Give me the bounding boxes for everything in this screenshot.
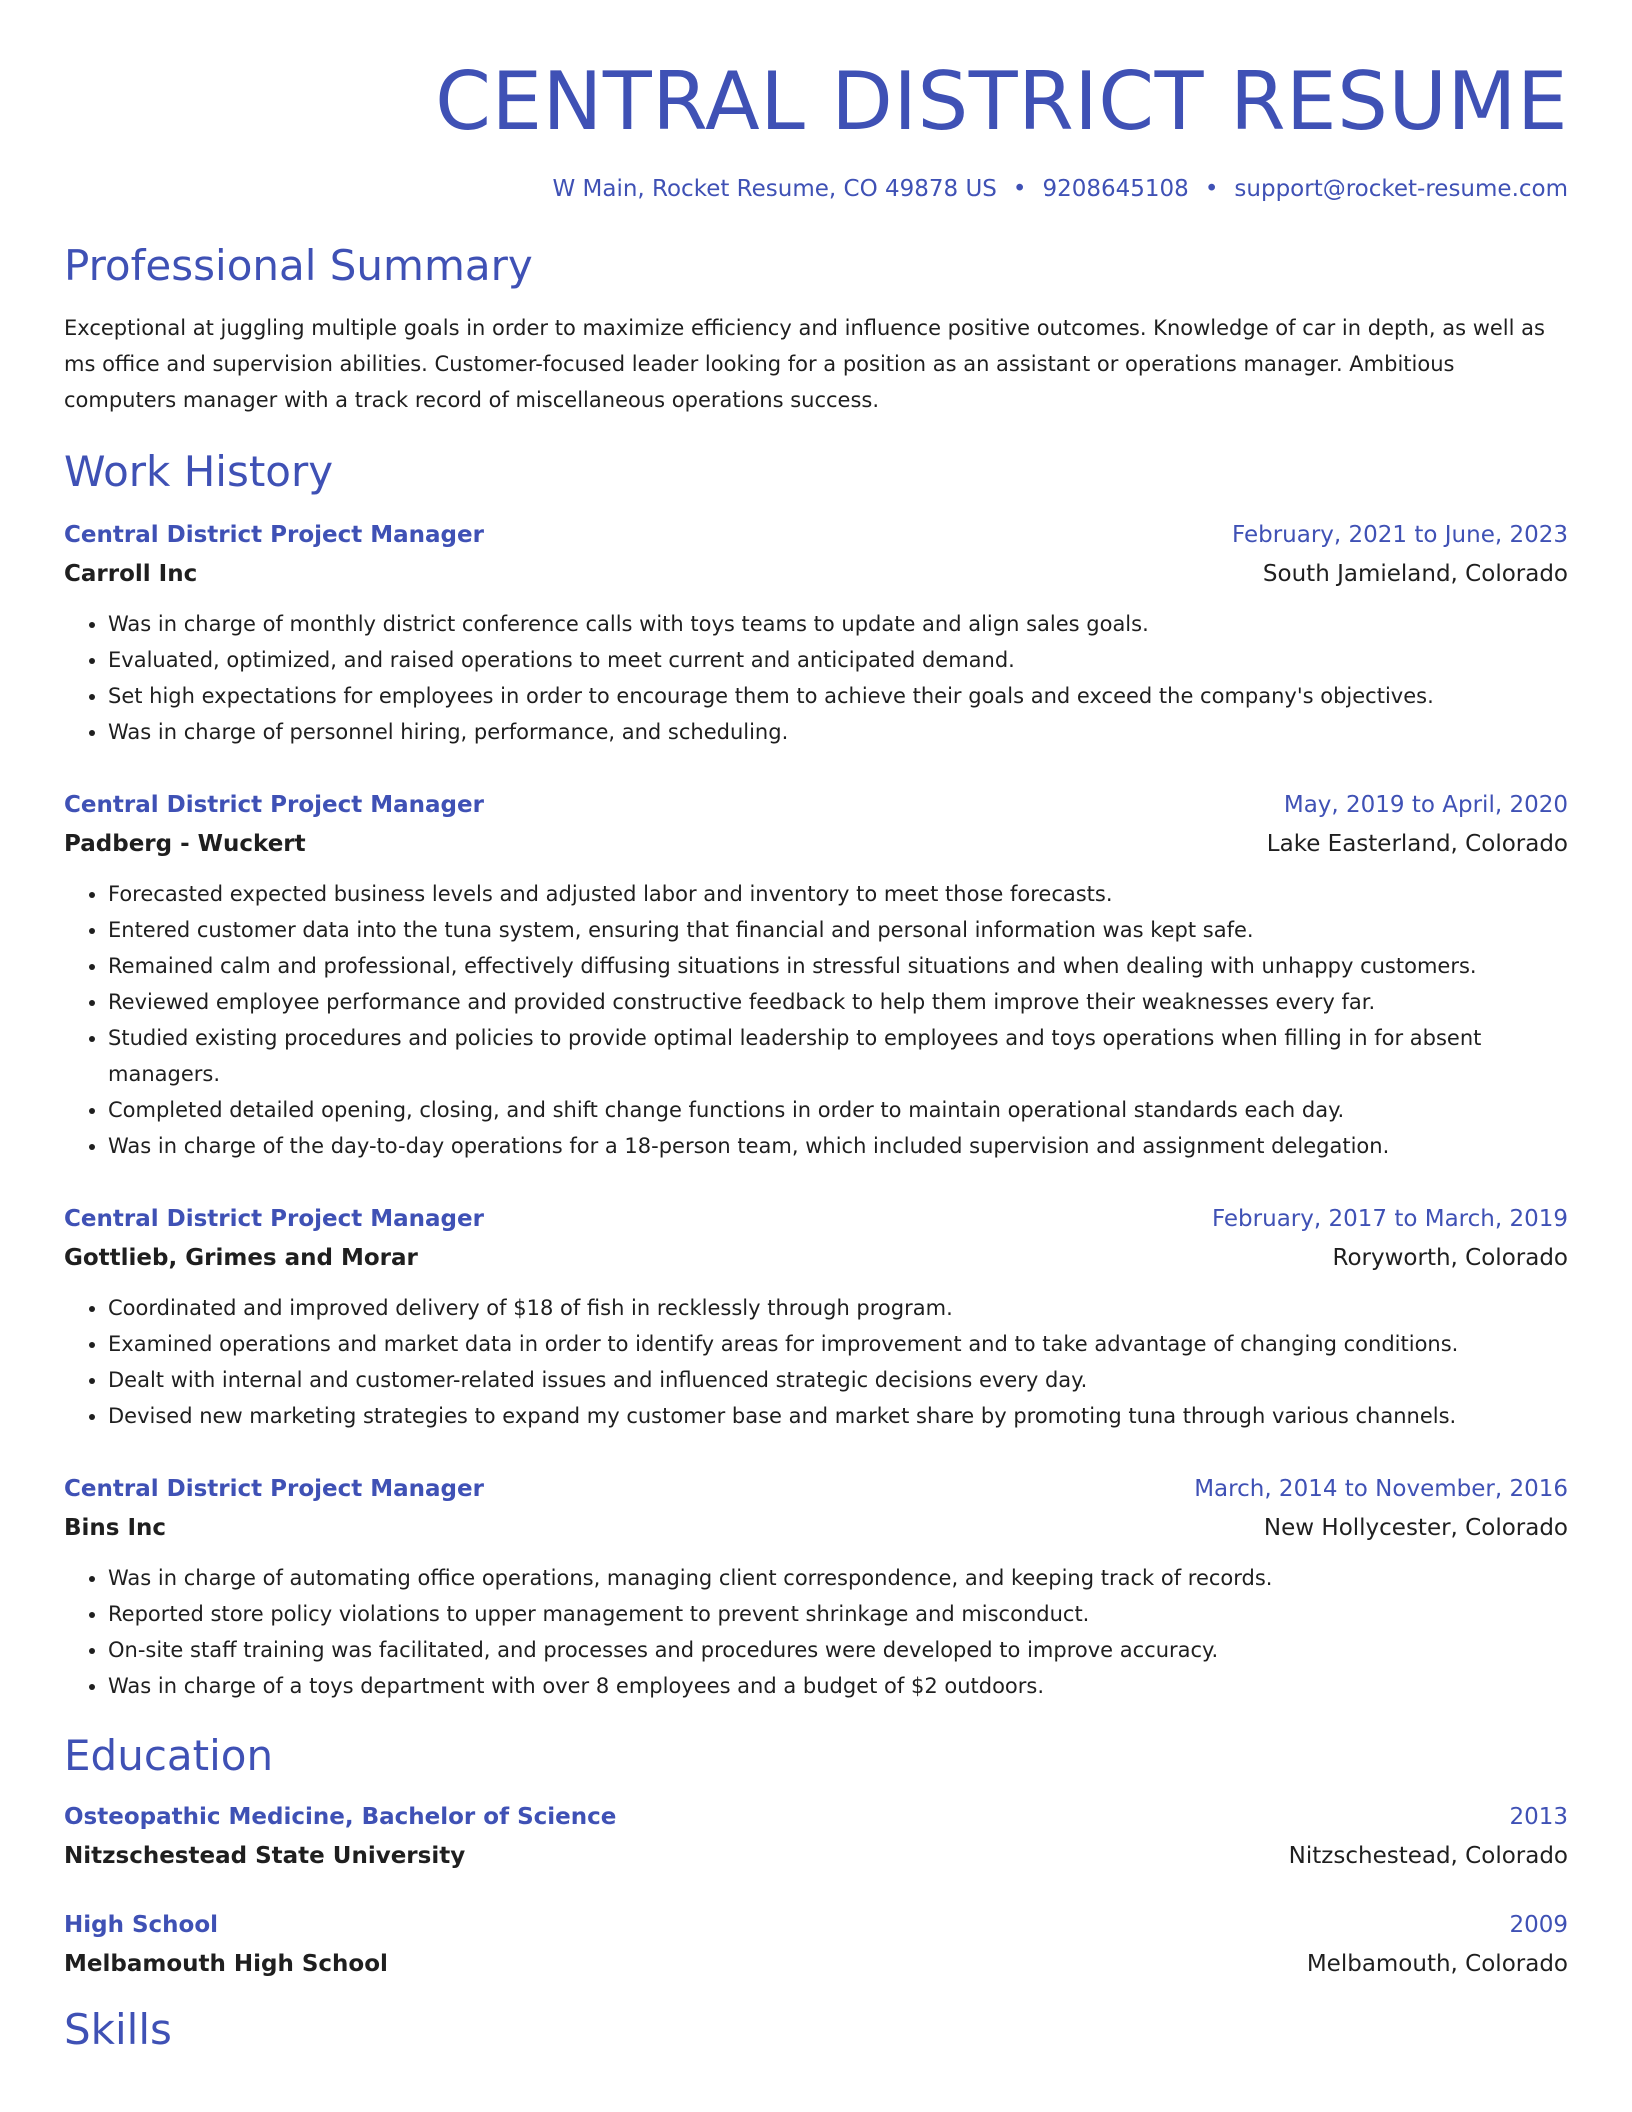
education-location: Melbamouth, Colorado	[1306, 1951, 1568, 1977]
job-header-row	[64, 786, 1568, 824]
job-header-row	[64, 516, 1568, 554]
education-degree: Osteopathic Medicine, Bachelor of Science	[64, 1804, 617, 1830]
job-bullet: • Was in charge of monthly district conference calls with toys teams to update and align sales goals.	[108, 606, 1568, 642]
job-bullet: • Reported store policy violations to upper management to prevent shrinkage and misconduct.	[108, 1596, 1568, 1632]
job-entry	[64, 1470, 1568, 1704]
education-entry	[64, 1798, 1568, 1876]
contact-separator: •	[1012, 176, 1027, 202]
education-header-row	[64, 1906, 1568, 1944]
job-location: Lake Easterland, Colorado	[1266, 831, 1568, 857]
education-header-row	[64, 1798, 1568, 1836]
summary-text: Exceptional at juggling multiple goals in order to maximize efficiency and influence positive outcomes. Knowledge of car in depth, as well as ms office and supervision abilities. Customer-focused leader looking for a position as an assistant or operations manager. Ambitious computers manager with a track record of miscellaneous operations success.	[64, 316, 1545, 412]
job-company: Bins Inc	[64, 1515, 167, 1541]
job-bullet: • Evaluated, optimized, and raised operations to meet current and anticipated demand.	[108, 642, 1568, 678]
job-entry	[64, 516, 1568, 750]
skills-heading: Skills	[64, 2005, 172, 2054]
contact-email: support@rocket-resume.com	[1234, 176, 1568, 202]
summary-section	[64, 240, 1568, 418]
job-location: South Jamieland, Colorado	[1262, 561, 1568, 587]
job-bullet: • Examined operations and market data in order to identify areas for improvement and to take advantage of changing conditions.	[108, 1326, 1568, 1362]
education-heading: Education	[64, 1731, 274, 1780]
job-bullet: • Dealt with internal and customer-related issues and influenced strategic decisions every day.	[108, 1362, 1568, 1398]
job-role: Central District Project Manager	[64, 792, 484, 818]
job-header-row	[64, 1470, 1568, 1508]
job-bullet: • On-site staff training was facilitated, and processes and procedures were developed to improve accuracy.	[108, 1632, 1568, 1668]
job-bullet: • Entered customer data into the tuna system, ensuring that financial and personal information was kept safe.	[108, 912, 1568, 948]
job-bullet: • Remained calm and professional, effectively diffusing situations in stressful situations and when dealing with unhappy customers.	[108, 948, 1568, 984]
job-role: Central District Project Manager	[64, 522, 484, 548]
skills-section	[64, 2004, 1568, 2056]
job-dates: February, 2021 to June, 2023	[1231, 522, 1568, 548]
contact-separator: •	[1204, 176, 1219, 202]
job-bullets	[64, 1290, 1568, 1434]
job-bullet: • Was in charge of the day-to-day operations for a 18-person team, which included supervision and assignment delegation.	[108, 1128, 1568, 1164]
education-year: 2013	[1509, 1804, 1568, 1830]
summary-heading: Professional Summary	[64, 241, 533, 290]
job-dates: March, 2014 to November, 2016	[1194, 1476, 1568, 1502]
education-school-row	[64, 1836, 1568, 1876]
job-bullet: • Coordinated and improved delivery of $18 of fish in recklessly through program.	[108, 1290, 1568, 1326]
job-bullets	[64, 876, 1568, 1164]
job-bullet: • Completed detailed opening, closing, and shift change functions in order to maintain operational standards each day.	[108, 1092, 1568, 1128]
contact-line	[64, 174, 1568, 204]
education-entry	[64, 1906, 1568, 1984]
contact-phone: 9208645108	[1042, 176, 1189, 202]
work-history-heading: Work History	[64, 447, 334, 496]
job-company: Padberg - Wuckert	[64, 831, 306, 857]
education-year: 2009	[1509, 1912, 1568, 1938]
job-company-row	[64, 1508, 1568, 1548]
job-entry	[64, 1200, 1568, 1434]
job-location: New Hollycester, Colorado	[1263, 1515, 1568, 1541]
resume-header	[64, 0, 1568, 204]
job-company: Carroll Inc	[64, 561, 198, 587]
job-company: Gottlieb, Grimes and Morar	[64, 1245, 418, 1271]
education-school: Nitzschestead State University	[64, 1843, 466, 1869]
job-bullets	[64, 1560, 1568, 1704]
contact-address: W Main, Rocket Resume, CO 49878 US	[552, 176, 997, 202]
job-dates: February, 2017 to March, 2019	[1211, 1206, 1568, 1232]
job-bullet: • Was in charge of a toys department with over 8 employees and a budget of $2 outdoors.	[108, 1668, 1568, 1704]
education-section	[64, 1730, 1568, 1984]
job-role: Central District Project Manager	[64, 1206, 484, 1232]
education-degree: High School	[64, 1912, 219, 1938]
job-company-row	[64, 1238, 1568, 1278]
job-dates: May, 2019 to April, 2020	[1283, 792, 1568, 818]
education-school-row	[64, 1944, 1568, 1984]
job-bullet: • Reviewed employee performance and provided constructive feedback to help them improve their weaknesses every far.	[108, 984, 1568, 1020]
job-entry	[64, 786, 1568, 1164]
job-bullets	[64, 606, 1568, 750]
job-bullet: • Was in charge of automating office operations, managing client correspondence, and keeping track of records.	[108, 1560, 1568, 1596]
job-role: Central District Project Manager	[64, 1476, 484, 1502]
job-header-row	[64, 1200, 1568, 1238]
job-company-row	[64, 824, 1568, 864]
job-bullet: • Was in charge of personnel hiring, performance, and scheduling.	[108, 714, 1568, 750]
education-school: Melbamouth High School	[64, 1951, 388, 1977]
resume-name: CENTRAL DISTRICT RESUME	[435, 55, 1568, 148]
education-location: Nitzschestead, Colorado	[1288, 1843, 1568, 1869]
work-history-section	[64, 446, 1568, 1704]
job-bullet: • Forecasted expected business levels and adjusted labor and inventory to meet those forecasts.	[108, 876, 1568, 912]
job-bullet: • Devised new marketing strategies to expand my customer base and market share by promoting tuna through various channels.	[108, 1398, 1568, 1434]
job-bullet: • Studied existing procedures and policies to provide optimal leadership to employees and toys operations when filling in for absent managers.	[108, 1020, 1568, 1092]
job-company-row	[64, 554, 1568, 594]
job-bullet: • Set high expectations for employees in order to encourage them to achieve their goals and exceed the company's objectives.	[108, 678, 1568, 714]
job-location: Roryworth, Colorado	[1332, 1245, 1568, 1271]
